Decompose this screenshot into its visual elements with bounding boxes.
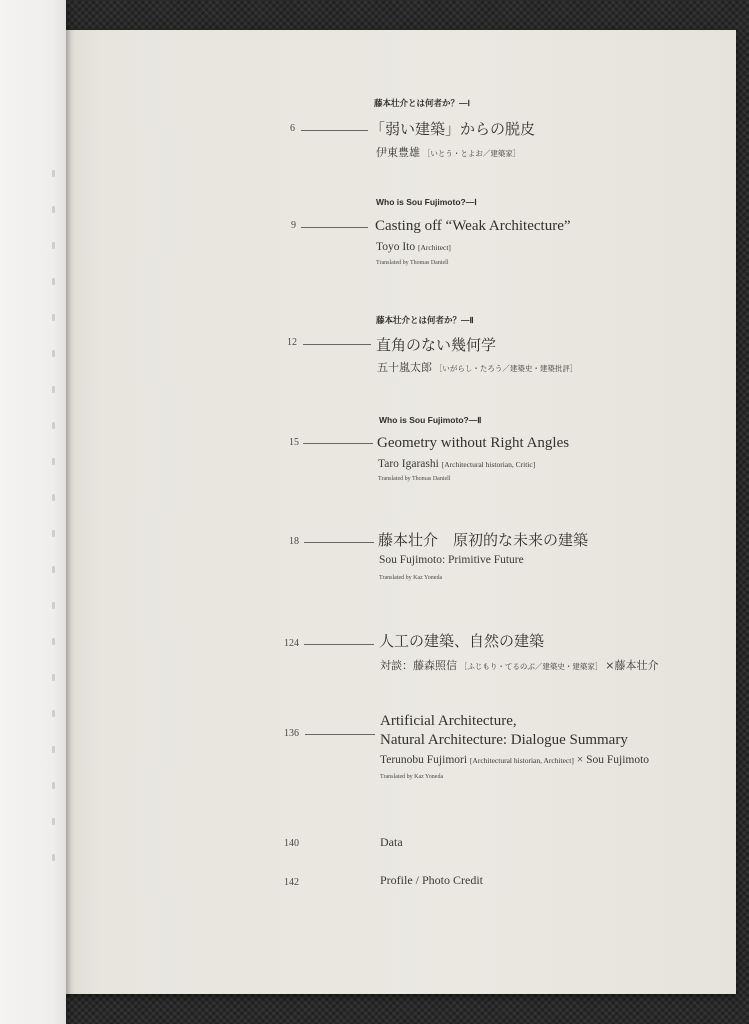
translator: Translated by Kaz Yoneda [380,774,444,780]
author-name: Terunobu Fujimori [380,754,468,766]
page-number: 9 [291,220,296,231]
page-number: 12 [287,337,297,348]
entry-title-line1: Artificial Architecture, [380,713,517,729]
entry-title: 「弱い建築」からの脱皮 [370,120,536,138]
author-name: 対談：藤森照信 [380,659,457,672]
page-number: 124 [284,638,299,649]
entry-kicker: 藤本壮介とは何者か？—Ⅱ [376,315,474,325]
co-author-name: ×藤本壮介 [605,659,659,672]
author-note: [Architectural historian, Critic] [441,460,536,469]
entry-author [377,359,577,375]
page-number: 15 [289,437,299,448]
page-number: 136 [284,728,299,739]
author-name: Toyo Ito [376,241,416,253]
entry-title: Data [380,835,403,849]
leader-rule [304,542,374,543]
translator: Translated by Thomas Daniell [378,476,451,482]
page-number: 140 [284,838,299,849]
author-name: 伊東豊雄 [376,146,420,159]
entry-kicker: Who is Sou Fujimoto?—Ⅱ [379,415,482,425]
author-note: ［ふじもり・てるのぶ／建築史・建築家］ [459,662,603,671]
entry-title: Geometry without Right Angles [377,435,570,451]
entry-author [376,144,520,160]
entry-title: 藤本壮介 原初的な未来の建築 [378,531,589,549]
entry-title: Casting off “Weak Architecture” [375,218,571,234]
entry-author [380,754,649,766]
entry-title: 人工の建築、自然の建築 [379,632,545,650]
author-note: [Architect] [418,243,451,252]
entry-kicker: 藤本壮介とは何者か？—Ⅰ [374,98,471,108]
page-number: 6 [290,123,295,134]
leader-rule [303,443,373,444]
entry-author [378,458,535,470]
translator: Translated by Kaz Yoneda [379,575,443,581]
entry-title-line2: Natural Architecture: Dialogue Summary [380,732,628,748]
entry-author [380,657,658,673]
co-author-name: × Sou Fujimoto [576,754,650,766]
entry-subtitle: Sou Fujimoto: Primitive Future [379,554,524,566]
page-number: 142 [284,877,299,888]
entry-author [376,241,451,253]
author-note: ［いがらし・たろう／建築史・建築批評］ [434,364,578,373]
author-note: ［いとう・とよお／建築家］ [422,149,521,158]
leader-rule [301,227,368,228]
author-name: Taro Igarashi [378,458,439,470]
entry-kicker: Who is Sou Fujimoto?—Ⅰ [376,197,477,207]
leader-rule [305,734,375,735]
leader-rule [301,130,368,131]
page-number: 18 [289,536,299,547]
translator: Translated by Thomas Daniell [376,260,449,266]
entry-title: Profile / Photo Credit [380,873,483,887]
leader-rule [304,644,374,645]
author-note: [Architectural historian, Architect] [469,756,574,765]
entry-title: 直角のない幾何学 [376,336,497,354]
leader-rule [303,344,371,345]
author-name: 五十嵐太郎 [377,361,432,374]
